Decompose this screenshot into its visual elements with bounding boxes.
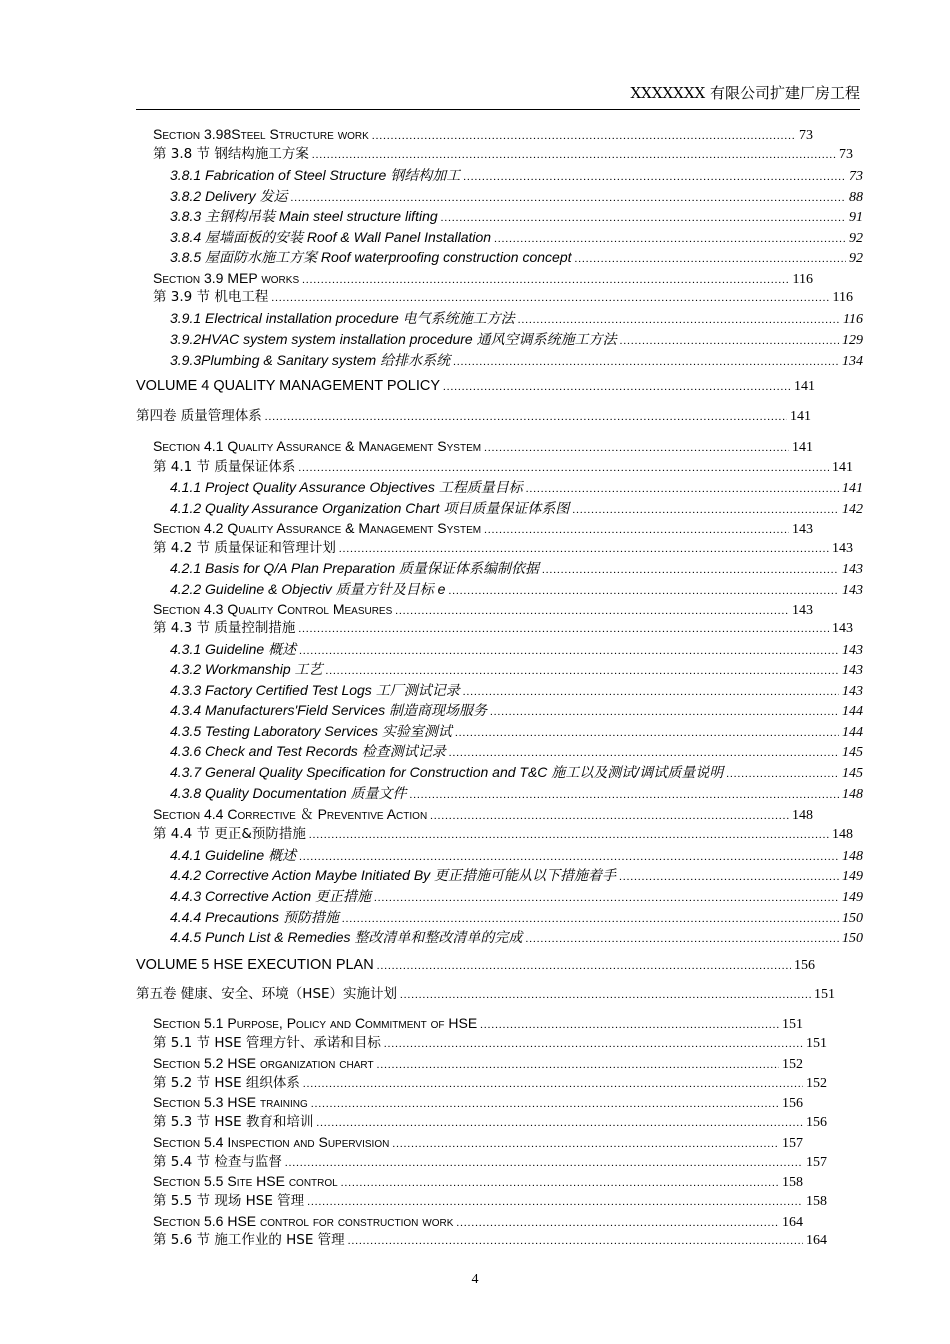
toc-entry[interactable] [170,329,863,349]
toc-entry-page: 145 [842,745,863,760]
toc-entry[interactable] [153,436,813,456]
toc-leader-dots [463,682,839,702]
toc-leader-dots [410,785,839,805]
toc-entry-title: 4.3.2 Workmanship 工艺 [170,661,323,677]
page-number: 4 [471,1272,479,1287]
toc-entry-title: 第五卷 健康、安全、环境（HSE）实施计划 [136,986,398,1002]
toc-entry-title: 4.3.1 Guideline 概述 [170,641,297,657]
toc-entry-title: 4.1.2 Quality Assurance Organization Chart 项目质量保证体系图 [170,500,570,516]
toc-entry-page: 156 [782,1096,803,1111]
toc-entry-page: 158 [782,1175,803,1190]
toc-entry-title: 第 5.6 节 施工作业的 HSE 管理 [153,1232,345,1248]
toc-entry-title: 第 5.4 节 检查与监督 [153,1154,282,1170]
toc-entry-page: 150 [842,911,863,926]
toc-entry-title: Section 4.1 Quality Assurance & Management System [153,438,482,454]
toc-entry[interactable] [153,1112,827,1132]
toc-leader-dots [453,352,839,372]
toc-entry-title: 3.8.2 Delivery 发运 [170,188,288,204]
toc-entry-page: 142 [842,502,863,517]
toc-leader-dots [298,458,829,478]
toc-entry-title: 第 5.2 节 HSE 组织体系 [153,1075,300,1091]
toc-entry[interactable] [153,1073,827,1093]
toc-entry-page: 141 [790,409,811,424]
toc-leader-dots [525,929,839,949]
toc-leader-dots [377,956,791,976]
toc-entry[interactable] [170,227,863,247]
toc-entry-title: 3.8.3 主钢构吊装 Main steel structure lifting [170,208,438,224]
toc-entry-page: 141 [794,379,815,394]
toc-entry-page: 91 [849,210,863,225]
toc-leader-dots [298,619,829,639]
toc-entry-page: 141 [792,440,813,455]
toc-entry-title: 第 5.1 节 HSE 管理方针、承诺和目标 [153,1035,381,1051]
toc-entry-title: 第 4.4 节 更正&预防措施 [153,826,306,842]
toc-entry-page: 164 [782,1215,803,1230]
toc-entry-page: 92 [849,251,863,266]
toc-leader-dots [484,438,789,458]
toc-entry[interactable] [170,845,863,865]
toc-entry[interactable] [153,1211,803,1231]
toc-entry[interactable] [170,927,863,947]
toc-entry[interactable] [170,247,863,267]
toc-leader-dots [430,806,789,826]
toc-entry[interactable] [170,721,863,741]
toc-entry[interactable] [153,518,813,538]
toc-entry[interactable] [153,1152,827,1172]
toc-entry-page: 116 [843,312,863,327]
toc-entry-title: 4.2.1 Basis for Q/A Plan Preparation 质量保证体系编制依据 [170,560,540,576]
toc-entry-page: 73 [799,128,813,143]
toc-entry[interactable] [153,1132,803,1152]
toc-entry-title: Section 5.3 HSE training [153,1094,308,1110]
toc-entry-page: 148 [792,808,813,823]
toc-leader-dots [400,985,811,1005]
toc-entry-title: VOLUME 4 QUALITY MANAGEMENT POLICY [136,378,441,394]
toc-entry-page: 148 [842,849,863,864]
toc-leader-dots [518,310,840,330]
toc-entry[interactable] [170,783,863,803]
toc-entry-title: 第 4.3 节 质量控制措施 [153,620,296,636]
toc-leader-dots [443,377,791,397]
toc-entry[interactable] [153,804,813,824]
toc-entry[interactable] [153,144,853,164]
toc-leader-dots [377,1055,779,1075]
toc-leader-dots [392,1134,779,1154]
toc-entry-page: 152 [782,1057,803,1072]
toc-entry-page: 164 [806,1233,827,1248]
toc-entry-page: 145 [842,766,863,781]
toc-leader-dots [619,867,839,887]
toc-leader-dots [455,723,839,743]
toc-leader-dots [326,661,840,681]
toc-entry[interactable] [170,579,863,599]
toc-entry-page: 158 [806,1194,827,1209]
toc-entry[interactable] [170,886,863,906]
toc-entry-page: 141 [832,460,853,475]
toc-entry-page: 150 [842,931,863,946]
toc-entry-title: 4.1.1 Project Quality Assurance Objectives 工程质量目标 [170,479,523,495]
toc-entry-title: 3.9.1 Electrical installation procedure 电气系统施工方法 [170,310,515,326]
toc-entry-page: 156 [806,1115,827,1130]
toc-entry-title: 4.3.7 General Quality Specification for Construction and T&C 施工以及测试/调试质量说明 [170,764,724,780]
toc-entry-title: Section 3.9 MEP works [153,270,300,286]
toc-leader-dots [494,229,846,249]
toc-entry-page: 152 [806,1076,827,1091]
page-header: XXXXXXX 有限公司扩建厂房工程 [630,84,860,102]
toc-leader-dots [526,479,839,499]
toc-entry[interactable] [136,376,815,396]
toc-entry-page: 149 [842,869,863,884]
toc-entry[interactable] [170,477,863,497]
toc-entry-title: 3.9.2HVAC system system installation procedure 通风空调系统施工方法 [170,331,617,347]
toc-entry-page: 129 [842,333,863,348]
toc-leader-dots [484,520,789,540]
toc-entry-title: 4.4.2 Corrective Action Maybe Initiated By 更正措施可能从以下措施着手 [170,867,617,883]
toc-entry[interactable] [170,907,863,927]
toc-entry-page: 143 [792,522,813,537]
toc-entry-page: 151 [814,987,835,1002]
toc-entry-page: 92 [849,231,863,246]
toc-entry[interactable] [170,206,863,226]
toc-entry-page: 157 [782,1136,803,1151]
toc-entry[interactable] [153,1171,803,1191]
toc-entry[interactable] [170,308,863,328]
toc-entry-title: 第四卷 质量管理体系 [136,408,262,424]
toc-entry-title: 第 5.3 节 HSE 教育和培训 [153,1114,314,1130]
toc-entry-title: Section 4.2 Quality Assurance & Management System [153,520,482,536]
toc-entry-title: 4.4.3 Corrective Action 更正措施 [170,888,371,904]
toc-leader-dots [285,1153,803,1173]
toc-entry[interactable] [153,124,813,144]
toc-leader-dots [271,288,829,308]
toc-leader-dots [299,641,839,661]
toc-entry-title: Section 5.1 Purpose, Policy and Commitment of HSE [153,1015,478,1031]
toc-leader-dots [299,847,839,867]
toc-entry[interactable] [153,457,853,477]
toc-leader-dots [620,331,839,351]
toc-leader-dots [307,1192,803,1212]
toc-entry-title: Section 4.4 Corrective ＆ Preventive Action [153,806,428,822]
toc-entry[interactable] [170,186,863,206]
toc-leader-dots [348,1231,803,1251]
toc-entry-title: 第 4.1 节 质量保证体系 [153,459,296,475]
header-rule [136,109,860,110]
toc-entry-title: VOLUME 5 HSE EXECUTION PLAN [136,957,374,973]
toc-leader-dots [339,539,829,559]
toc-entry[interactable] [153,599,813,619]
toc-entry-title: 3.8.1 Fabrication of Steel Structure 钢结构加工 [170,167,461,183]
toc-entry[interactable] [170,350,863,370]
toc-leader-dots [572,500,839,520]
toc-entry[interactable] [170,165,863,185]
toc-entry-page: 148 [842,787,863,802]
toc-entry-page: 141 [842,481,863,496]
toc-entry-page: 143 [842,562,863,577]
toc-leader-dots [341,1173,779,1193]
toc-entry[interactable] [170,680,863,700]
toc-entry-title: Section 5.6 HSE control for construction work [153,1213,454,1229]
toc-leader-dots [374,888,839,908]
toc-entry[interactable] [153,287,853,307]
toc-leader-dots [311,1094,779,1114]
toc-entry[interactable] [153,538,853,558]
toc-entry-title: 4.4.1 Guideline 概述 [170,847,297,863]
toc-leader-dots [309,825,829,845]
toc-entry-page: 143 [842,684,863,699]
toc-entry[interactable] [170,762,863,782]
toc-leader-dots [342,909,839,929]
toc-entry[interactable] [170,659,863,679]
toc-leader-dots [448,581,839,601]
toc-entry-title: 第 3.9 节 机电工程 [153,289,269,305]
toc-entry-title: 4.4.5 Punch List & Remedies 整改清单和整改清单的完成 [170,929,523,945]
toc-entry-page: 143 [842,663,863,678]
toc-entry-page: 73 [849,169,863,184]
toc-entry-title: Section 4.3 Quality Control Measures [153,601,393,617]
toc-leader-dots [441,208,846,228]
toc-leader-dots [542,560,839,580]
toc-entry-page: 151 [806,1036,827,1051]
toc-entry-page: 151 [782,1017,803,1032]
toc-leader-dots [480,1015,779,1035]
toc-entry-title: Section 5.4 Inspection and Supervision [153,1134,390,1150]
toc-entry[interactable] [153,1033,827,1053]
toc-entry[interactable] [170,741,863,761]
toc-entry-title: 第 4.2 节 质量保证和管理计划 [153,540,336,556]
toc-entry-page: 149 [842,890,863,905]
toc-entry[interactable] [153,618,853,638]
toc-entry-title: 第 3.8 节 钢结构施工方案 [153,146,309,162]
toc-entry-page: 73 [839,147,853,162]
toc-leader-dots [312,145,836,165]
toc-entry[interactable] [153,1230,827,1250]
toc-leader-dots [490,702,839,722]
toc-entry-title: 4.4.4 Precautions 预防措施 [170,909,339,925]
toc-entry-title: 4.2.2 Guideline & Objectiv 质量方针及目标 e [170,581,446,597]
toc-entry-page: 156 [794,958,815,973]
toc-entry-title: 3.8.4 屋墙面板的安装 Roof & Wall Panel Installation [170,229,492,245]
toc-leader-dots [575,249,846,269]
toc-leader-dots [265,407,787,427]
toc-leader-dots [726,764,839,784]
toc-entry-page: 143 [832,621,853,636]
toc-entry-page: 144 [842,725,863,740]
toc-leader-dots [316,1113,803,1133]
toc-entry[interactable] [170,865,863,885]
toc-entry[interactable] [170,558,863,578]
toc-leader-dots [290,188,846,208]
toc-leader-dots [449,743,839,763]
toc-entry[interactable] [170,639,863,659]
toc-entry-title: 4.3.6 Check and Test Records 检查测试记录 [170,743,446,759]
toc-leader-dots [372,126,796,146]
toc-entry-title: 4.3.5 Testing Laboratory Services 实验室测试 [170,723,452,739]
toc-entry[interactable] [153,1013,803,1033]
toc-entry[interactable] [153,1191,827,1211]
toc-entry[interactable] [153,824,853,844]
toc-leader-dots [303,1074,803,1094]
toc-entry-page: 143 [792,603,813,618]
toc-leader-dots [463,167,846,187]
toc-entry-title: Section 5.2 HSE organization chart [153,1055,374,1071]
toc-entry-page: 134 [842,354,863,369]
toc-entry-page: 144 [842,704,863,719]
toc-entry-title: 4.3.3 Factory Certified Test Logs 工厂测试记录 [170,682,460,698]
toc-leader-dots [384,1034,803,1054]
toc-entry[interactable] [153,1092,803,1112]
toc-entry-title: 3.9.3Plumbing & Sanitary system 给排水系统 [170,352,451,368]
toc-entry-title: 4.3.8 Quality Documentation 质量文件 [170,785,407,801]
toc-entry-title: 3.8.5 屋面防水施工方案 Roof waterproofing construction concept [170,249,572,265]
toc-entry[interactable] [153,268,813,288]
toc-entry-page: 143 [832,541,853,556]
toc-entry-title: 4.3.4 Manufacturers'Field Services 制造商现场服务 [170,702,487,718]
toc-entry[interactable] [170,700,863,720]
toc-entry-page: 148 [832,827,853,842]
toc-entry-title: Section 5.5 Site HSE control [153,1173,338,1189]
toc-entry[interactable] [136,955,815,975]
toc-entry-title: 第 5.5 节 现场 HSE 管理 [153,1193,305,1209]
toc-entry[interactable] [153,1053,803,1073]
toc-entry-page: 116 [792,272,813,287]
toc-entry-page: 143 [842,583,863,598]
toc-entry-page: 116 [832,290,853,305]
toc-entry[interactable] [170,498,863,518]
toc-entry-page: 157 [806,1155,827,1170]
toc-entry-page: 143 [842,643,863,658]
toc-entry[interactable] [136,406,811,426]
toc-entry[interactable] [136,984,835,1004]
toc-entry-page: 88 [849,190,863,205]
toc-entry-title: Section 3.98Steel Structure work [153,126,369,142]
